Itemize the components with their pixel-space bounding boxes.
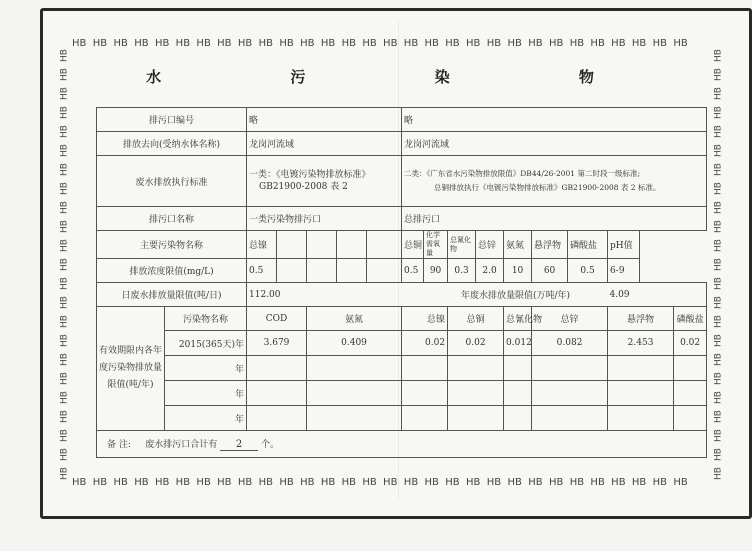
standard-col2-line1: 二类：《广东省水污染物排放限值》DB44/26-2001 第二时段一级标准; [404, 169, 640, 178]
limit-value: 0.3 [448, 259, 476, 283]
hb-mark: HB [59, 182, 70, 195]
outlet-no-col2: 略 [402, 108, 707, 132]
year-value [504, 406, 532, 431]
hb-mark: HB [59, 239, 70, 252]
row-outlet-name [97, 207, 707, 231]
year-value: 0.082 [532, 331, 608, 356]
hb-mark: HB [59, 125, 70, 138]
standard-col2 [402, 156, 707, 207]
year-value: 2.453 [608, 331, 674, 356]
hb-mark: HB [59, 144, 70, 157]
pollutants-label: 主要污染物名称 [97, 231, 247, 259]
year-value: 0.012 [504, 331, 532, 356]
row-annual-year [97, 331, 707, 356]
limit-value [337, 259, 367, 283]
pollutant-name [367, 231, 402, 259]
year-value [674, 381, 707, 406]
year-value: 0.02 [674, 331, 707, 356]
hb-mark: HB [713, 68, 724, 81]
hb-mark: HB [713, 239, 724, 252]
year-label: 年 [165, 356, 247, 381]
hb-mark: HB [59, 296, 70, 309]
pollutant-name: 悬浮物 [532, 231, 568, 259]
hb-mark: HB [713, 49, 724, 62]
pollutant-name: 总氰化物 [448, 231, 476, 259]
hb-mark: HB [713, 391, 724, 404]
remark-cell [97, 431, 707, 458]
hb-mark: HB [713, 87, 724, 100]
hb-border-left [58, 46, 72, 486]
hb-mark: HB [59, 372, 70, 385]
hb-mark: HB [59, 391, 70, 404]
row-annual-year [97, 356, 707, 381]
limit-value: 10 [504, 259, 532, 283]
pollutant-name [277, 231, 307, 259]
year-value [448, 406, 504, 431]
outlet-no-col1: 略 [247, 108, 402, 132]
hb-mark: HB [713, 106, 724, 119]
annual-header: 总铜 [448, 307, 504, 331]
hb-mark: HB [59, 315, 70, 328]
year-value [307, 406, 402, 431]
outlet-no-label: 排污口编号 [97, 108, 247, 132]
hb-mark: HB [59, 106, 70, 119]
pollutant-name: 总锌 [476, 231, 504, 259]
hb-mark: HB [59, 220, 70, 233]
hb-mark: HB [713, 372, 724, 385]
hb-mark: HB [713, 296, 724, 309]
year-value [402, 356, 448, 381]
year-value [448, 381, 504, 406]
hb-mark: HB [713, 201, 724, 214]
limit-value: 2.0 [476, 259, 504, 283]
hb-border-right [712, 46, 726, 486]
limit-value: 0.5 [247, 259, 277, 283]
row-limits [97, 259, 707, 283]
remark-label: 备 注: [107, 440, 131, 450]
hb-mark: HB [713, 334, 724, 347]
outlet-name-col1: 一类污染物排污口 [247, 207, 402, 231]
destination-col2: 龙岗河流域 [402, 132, 707, 156]
annual-header: 磷酸盐 [674, 307, 707, 331]
year-value [532, 406, 608, 431]
pollutant-name: 磷酸盐 [568, 231, 608, 259]
year-value [504, 356, 532, 381]
outlet-name-col2: 总排污口 [402, 207, 707, 231]
outlet-name-label: 排污口名称 [97, 207, 247, 231]
hb-mark: HB [59, 429, 70, 442]
hb-mark: HB [713, 125, 724, 138]
row-annual-year [97, 406, 707, 431]
annual-header: COD [247, 307, 307, 331]
year-value [247, 356, 307, 381]
annual-header-label: 污染物名称 [165, 307, 247, 331]
daily-value: 112.00 [247, 283, 424, 307]
year-value [608, 381, 674, 406]
pollutant-name [337, 231, 367, 259]
year-value [448, 356, 504, 381]
hb-mark: HB [713, 353, 724, 366]
year-value [504, 381, 532, 406]
limit-value: 90 [424, 259, 448, 283]
annual-limit-label: 年废水排放量限值(万吨/年) [424, 283, 608, 307]
annual-header: 总氰化物 [504, 307, 532, 331]
year-value [402, 406, 448, 431]
hb-mark: HB [713, 315, 724, 328]
hb-mark: HB [59, 353, 70, 366]
year-value [307, 356, 402, 381]
hb-mark: HB [59, 68, 70, 81]
hb-mark: HB [713, 410, 724, 423]
hb-mark: HB [59, 87, 70, 100]
hb-mark: HB [713, 448, 724, 461]
annual-header: 总镍 [402, 307, 448, 331]
year-value [674, 356, 707, 381]
year-label: 年 [165, 381, 247, 406]
pollutant-table [96, 107, 707, 458]
hb-mark: HB [713, 182, 724, 195]
limit-value [307, 259, 337, 283]
year-value [532, 381, 608, 406]
hb-mark: HB [713, 277, 724, 290]
limit-value: 6-9 [608, 259, 640, 283]
limit-value [277, 259, 307, 283]
hb-mark: HB [59, 448, 70, 461]
limit-value: 60 [532, 259, 568, 283]
row-outlet-no [97, 108, 707, 132]
row-daily [97, 283, 707, 307]
annual-header: 氨氮 [307, 307, 402, 331]
year-value [307, 381, 402, 406]
hb-mark: HB [713, 144, 724, 157]
pollutant-name [307, 231, 337, 259]
destination-col1: 龙岗河流域 [247, 132, 402, 156]
hb-mark: HB [713, 220, 724, 233]
row-annual-header [97, 307, 707, 331]
year-value: 0.02 [402, 331, 448, 356]
annual-limit-value: 4.09 [608, 283, 707, 307]
pollutant-name: 总镍 [247, 231, 277, 259]
year-value: 3.679 [247, 331, 307, 356]
annual-header: 总锌 [532, 307, 608, 331]
row-destination [97, 132, 707, 156]
remark-text-after: 个。 [260, 440, 279, 450]
limits-label: 排放浓度限值(mg/L) [97, 259, 247, 283]
destination-label: 排放去向(受纳水体名称) [97, 132, 247, 156]
year-value: 0.409 [307, 331, 402, 356]
standard-col2-line2: 总铜排放执行《电镀污染物排放标准》GB21900-2008 表 2 标准。 [434, 183, 661, 192]
annual-header: 悬浮物 [608, 307, 674, 331]
hb-mark: HB [59, 258, 70, 271]
limit-value: 0.5 [402, 259, 424, 283]
limit-value: 0.5 [568, 259, 608, 283]
year-value [247, 381, 307, 406]
row-standard [97, 156, 707, 207]
standard-col1-line2: GB21900-2008 表 2 [259, 182, 348, 192]
hb-mark: HB [59, 201, 70, 214]
hb-border-top: HB HB HB HB HB HB HB HB HB HB HB HB HB HB HB HB HB HB HB HB HB HB HB HB HB HB HB HB HB HB [72, 38, 695, 49]
limit-value [367, 259, 402, 283]
standard-label: 废水排放执行标准 [97, 156, 247, 207]
hb-mark: HB [59, 410, 70, 423]
annual-label: 有效期限内各年度污染物排放量限值(吨/年) [97, 307, 165, 431]
year-value [608, 406, 674, 431]
remark-text-before: 废水排污口合计有 [145, 440, 218, 450]
hb-mark: HB [59, 467, 70, 480]
pollutant-name: pH值 [608, 231, 640, 259]
standard-col1 [247, 156, 402, 207]
hb-mark: HB [59, 334, 70, 347]
pollutant-name: 化学需氧量 [424, 231, 448, 259]
remark-count: 2 [220, 439, 258, 451]
year-value [674, 406, 707, 431]
pollutant-name: 总铜 [402, 231, 424, 259]
year-value [402, 381, 448, 406]
hb-mark: HB [59, 277, 70, 290]
year-label: 2015(365天)年 [165, 331, 247, 356]
hb-mark: HB [713, 163, 724, 176]
year-value [608, 356, 674, 381]
hb-mark: HB [59, 49, 70, 62]
row-remark [97, 431, 707, 458]
year-label: 年 [165, 406, 247, 431]
year-value [532, 356, 608, 381]
year-value [247, 406, 307, 431]
standard-col1-line1: 一类：《电镀污染物排放标准》 [249, 170, 371, 180]
year-value: 0.02 [448, 331, 504, 356]
daily-label: 日废水排放量限值(吨/日) [97, 283, 247, 307]
row-pollutants [97, 231, 707, 259]
hb-mark: HB [713, 429, 724, 442]
row-annual-year [97, 381, 707, 406]
pollutant-name: 氨氮 [504, 231, 532, 259]
hb-mark: HB [59, 163, 70, 176]
hb-border-bottom: HB HB HB HB HB HB HB HB HB HB HB HB HB HB HB HB HB HB HB HB HB HB HB HB HB HB HB HB HB HB [72, 477, 695, 488]
hb-mark: HB [713, 258, 724, 271]
page-title: 水 污 染 物 [146, 68, 656, 86]
hb-mark: HB [713, 467, 724, 480]
